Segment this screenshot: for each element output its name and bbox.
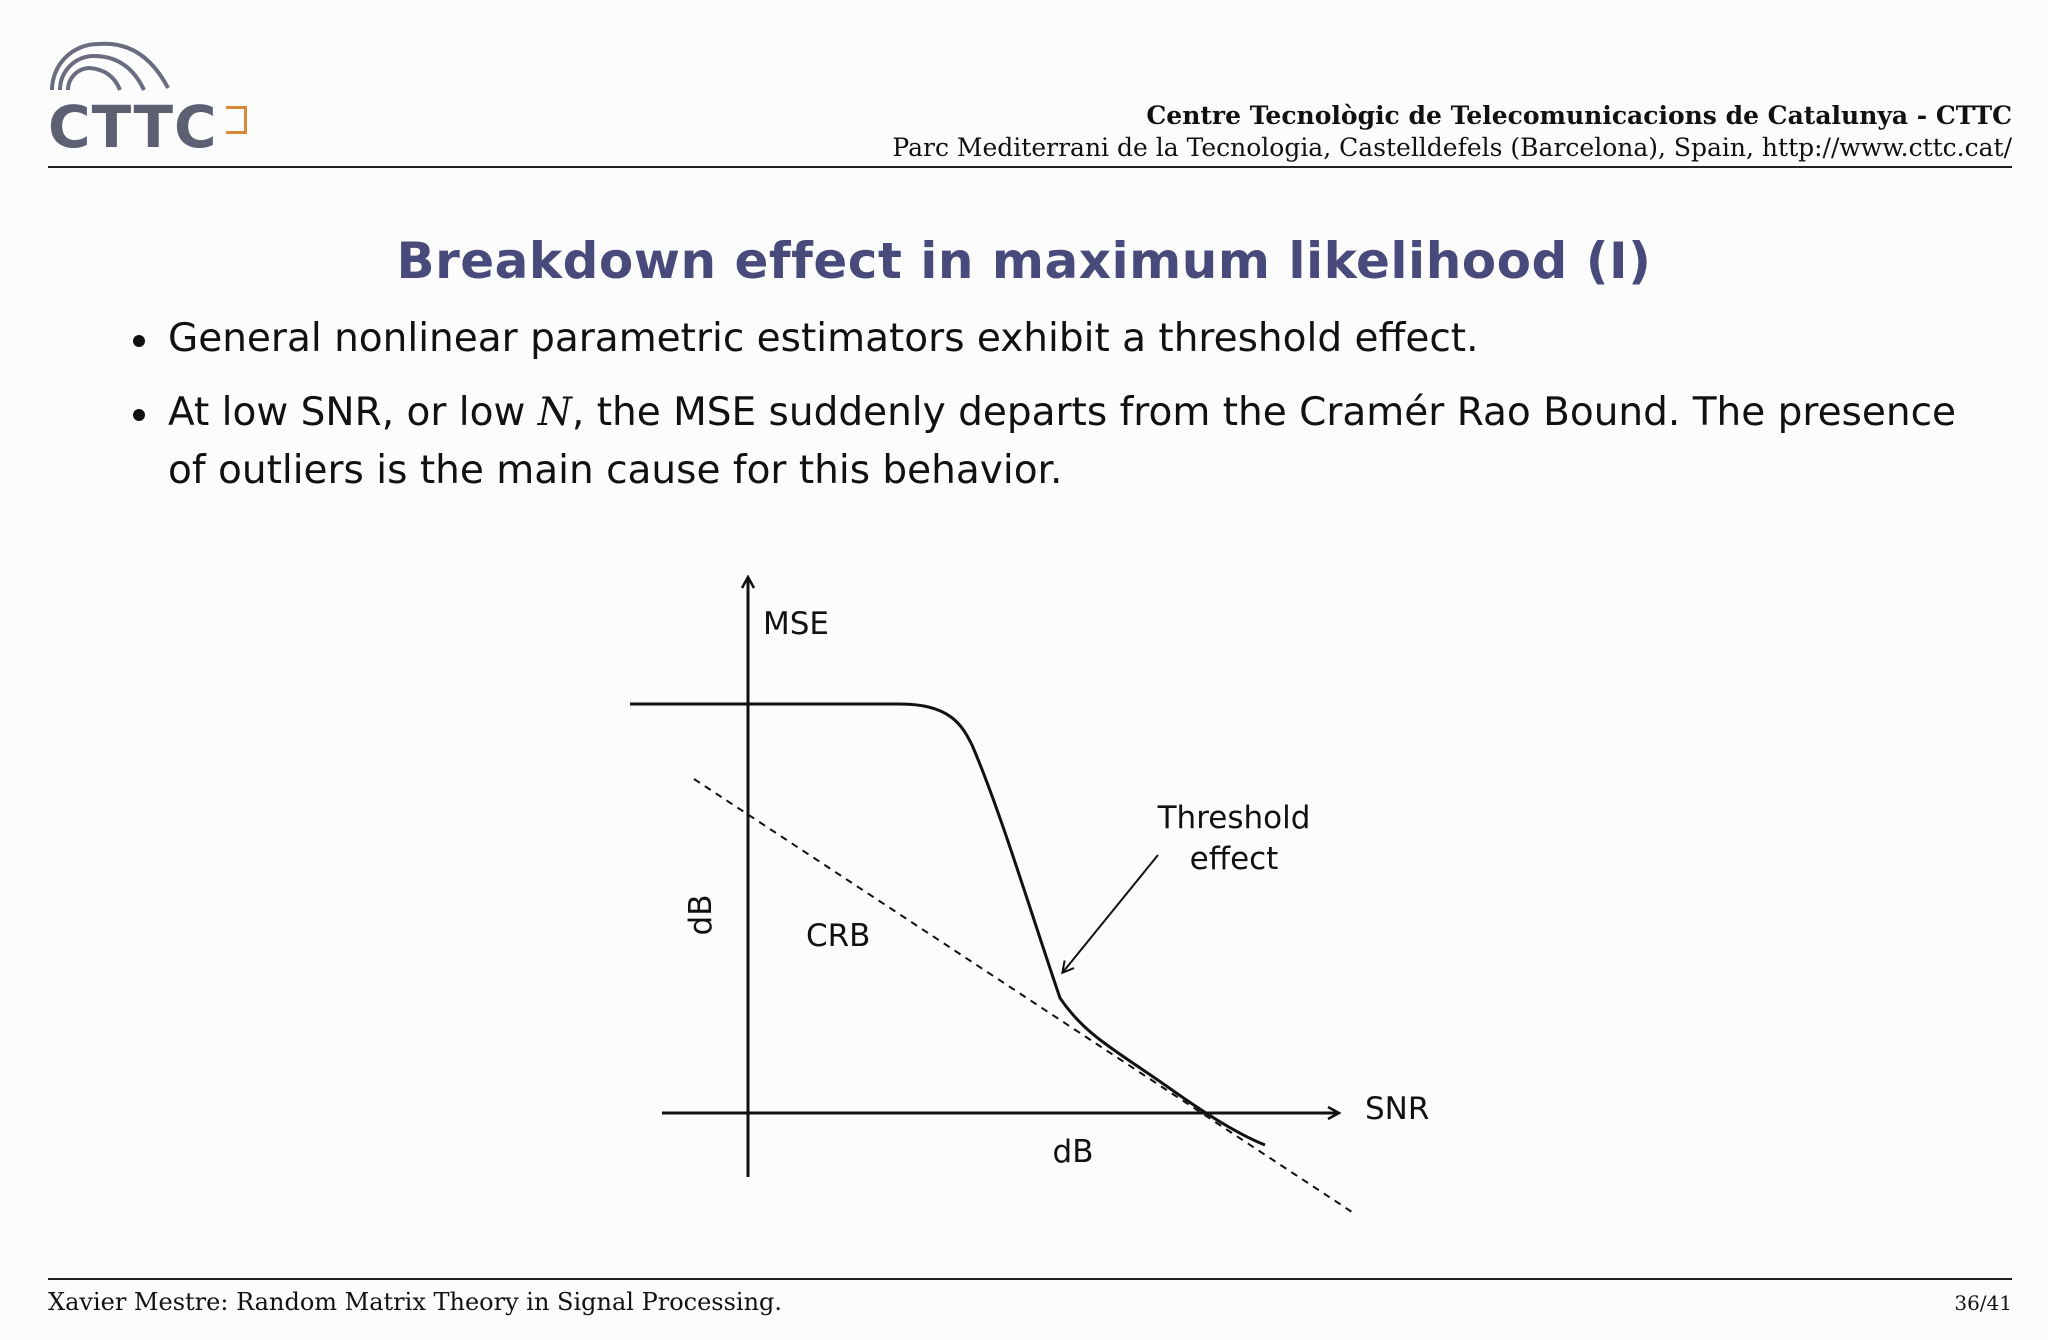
footer-citation: Xavier Mestre: Random Matrix Theory in Signal Processing. bbox=[48, 1288, 783, 1316]
y-unit-label: dB bbox=[683, 894, 719, 936]
page-number: 36/41 bbox=[1954, 1291, 2012, 1315]
bullet-text-before: At low SNR, or low bbox=[168, 390, 538, 435]
threshold-label-line2: effect bbox=[1189, 841, 1279, 877]
threshold-arrow bbox=[1063, 855, 1158, 972]
footer-divider bbox=[48, 1278, 2012, 1280]
x-axis-label: SNR bbox=[1365, 1091, 1430, 1127]
mse-curve bbox=[630, 704, 1265, 1145]
crb-label: CRB bbox=[806, 918, 871, 954]
x-unit-label: dB bbox=[1052, 1134, 1094, 1170]
logo-text: CTTC bbox=[48, 93, 218, 161]
y-axis-label: MSE bbox=[763, 606, 830, 642]
bullet-text: General nonlinear parametric estimators exhibit a threshold effect. bbox=[168, 316, 1479, 361]
threshold-label-line1: Threshold bbox=[1157, 800, 1311, 836]
institution-address: Parc Mediterrani de la Tecnologia, Castelldefels (Barcelona), Spain, http://www.cttc.cat/ bbox=[892, 133, 2012, 162]
bullet-text-after: , the MSE suddenly departs from the Cramér Rao Bound. The presence of outliers is the main cause for this behavior. bbox=[168, 390, 1957, 493]
institution-name: Centre Tecnològic de Telecomunicacions de Catalunya - CTTC bbox=[1146, 101, 2012, 130]
math-symbol-n: N bbox=[537, 390, 572, 435]
slide-title: Breakdown effect in maximum likelihood (I) bbox=[396, 232, 1652, 290]
